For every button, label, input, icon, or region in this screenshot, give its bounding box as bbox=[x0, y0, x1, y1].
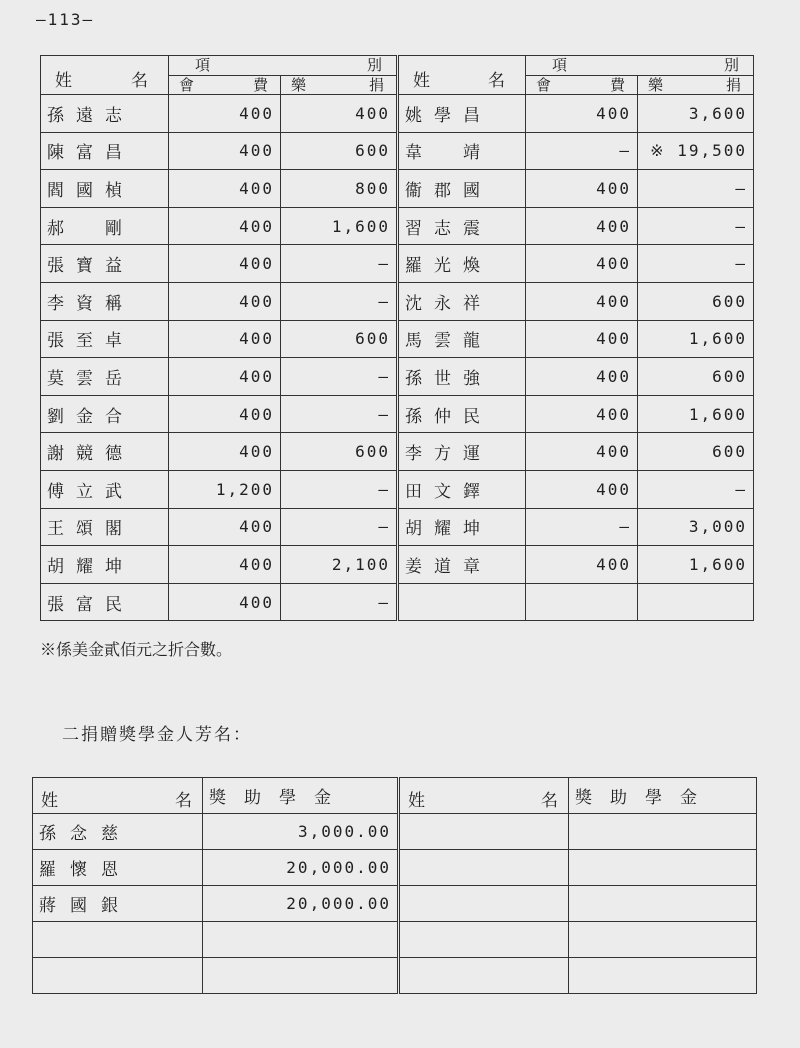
donor-name bbox=[399, 922, 569, 958]
donation: 1,600 bbox=[638, 395, 754, 433]
donation: 400 bbox=[281, 95, 398, 133]
membership-fee: 400 bbox=[526, 546, 638, 584]
table-row bbox=[41, 546, 754, 584]
donation: 2,100 bbox=[281, 546, 398, 584]
membership-fee: 400 bbox=[169, 358, 281, 396]
member-name bbox=[398, 583, 526, 621]
member-name: 王頌閣 bbox=[41, 508, 169, 546]
membership-fee: 400 bbox=[169, 170, 281, 208]
table-row bbox=[41, 470, 754, 508]
header-name: 姓 名 bbox=[41, 56, 169, 95]
scholarship-amount bbox=[569, 958, 757, 994]
membership-fee: 400 bbox=[169, 95, 281, 133]
table-row bbox=[33, 958, 757, 994]
member-name: 郝 剛 bbox=[41, 207, 169, 245]
scholarship-amount bbox=[569, 814, 757, 850]
member-name: 閻國楨 bbox=[41, 170, 169, 208]
table-row bbox=[33, 886, 757, 922]
member-name: 羅光煥 bbox=[398, 245, 526, 283]
donor-name bbox=[33, 922, 203, 958]
donation: 600 bbox=[638, 358, 754, 396]
table-row bbox=[33, 922, 757, 958]
donor-name bbox=[33, 958, 203, 994]
membership-fee: 400 bbox=[169, 395, 281, 433]
table-row bbox=[41, 95, 754, 133]
header-name: 姓 名 bbox=[399, 778, 569, 814]
membership-fee: 400 bbox=[169, 207, 281, 245]
member-name: 張富民 bbox=[41, 583, 169, 621]
member-name: 沈永祥 bbox=[398, 282, 526, 320]
member-name: 李資稱 bbox=[41, 282, 169, 320]
member-name: 馬雲龍 bbox=[398, 320, 526, 358]
table-row bbox=[41, 170, 754, 208]
scholarship-donor-table bbox=[32, 777, 757, 994]
table-row bbox=[33, 850, 757, 886]
membership-fee: 400 bbox=[526, 170, 638, 208]
donor-name bbox=[399, 850, 569, 886]
membership-fee bbox=[526, 583, 638, 621]
member-name: 韋 靖 bbox=[398, 132, 526, 170]
membership-fee: 400 bbox=[169, 433, 281, 471]
header-donation: 樂 捐 bbox=[638, 75, 754, 95]
donation: 600 bbox=[281, 433, 398, 471]
scholarship-amount: 20,000.00 bbox=[203, 886, 399, 922]
member-name: 孫遠志 bbox=[41, 95, 169, 133]
member-name: 胡耀坤 bbox=[41, 546, 169, 584]
member-name: 劉金合 bbox=[41, 395, 169, 433]
table-row bbox=[41, 245, 754, 283]
header-fee: 會 費 bbox=[169, 75, 281, 95]
table-row bbox=[41, 358, 754, 396]
member-name: 張至卓 bbox=[41, 320, 169, 358]
donation: — bbox=[281, 282, 398, 320]
donation: 600 bbox=[281, 132, 398, 170]
member-name: 姜道章 bbox=[398, 546, 526, 584]
donation: 1,600 bbox=[281, 207, 398, 245]
membership-fee: — bbox=[526, 132, 638, 170]
donation: ※ 19,500 bbox=[638, 132, 754, 170]
donor-name bbox=[399, 814, 569, 850]
footnote: ※係美金貳佰元之折合數。 bbox=[40, 640, 233, 659]
header-name: 姓 名 bbox=[33, 778, 203, 814]
member-name: 張寶益 bbox=[41, 245, 169, 283]
member-name: 田文鐸 bbox=[398, 470, 526, 508]
membership-fee: 400 bbox=[169, 583, 281, 621]
membership-fee: — bbox=[526, 508, 638, 546]
membership-fee: 400 bbox=[526, 433, 638, 471]
donation: 1,600 bbox=[638, 546, 754, 584]
donation: — bbox=[281, 358, 398, 396]
table-row bbox=[41, 207, 754, 245]
member-name: 陳富昌 bbox=[41, 132, 169, 170]
donation: — bbox=[281, 508, 398, 546]
header-name: 姓 名 bbox=[398, 56, 526, 95]
donation bbox=[638, 583, 754, 621]
member-name: 衞郡國 bbox=[398, 170, 526, 208]
donation: 600 bbox=[638, 282, 754, 320]
member-name: 李方運 bbox=[398, 433, 526, 471]
membership-fee: 400 bbox=[169, 508, 281, 546]
donation: 600 bbox=[638, 433, 754, 471]
donor-name bbox=[399, 958, 569, 994]
membership-fee: 1,200 bbox=[169, 470, 281, 508]
membership-fee: 400 bbox=[169, 320, 281, 358]
header-item: 項 別 bbox=[169, 56, 398, 76]
membership-fee: 400 bbox=[526, 245, 638, 283]
table-row bbox=[41, 508, 754, 546]
scholarship-amount bbox=[569, 850, 757, 886]
section-heading: 二捐贈獎學金人芳名： bbox=[62, 725, 252, 745]
scholarship-amount: 20,000.00 bbox=[203, 850, 399, 886]
member-name: 謝競德 bbox=[41, 433, 169, 471]
donation: — bbox=[638, 245, 754, 283]
membership-fee-table bbox=[40, 55, 754, 621]
member-name: 孫仲民 bbox=[398, 395, 526, 433]
scholarship-amount: 3,000.00 bbox=[203, 814, 399, 850]
donation: 800 bbox=[281, 170, 398, 208]
header-scholarship: 獎助學金 bbox=[569, 778, 757, 814]
table-row bbox=[41, 395, 754, 433]
membership-fee: 400 bbox=[169, 546, 281, 584]
member-name: 姚學昌 bbox=[398, 95, 526, 133]
table-row bbox=[41, 320, 754, 358]
table-row bbox=[41, 282, 754, 320]
donor-name: 羅懷恩 bbox=[33, 850, 203, 886]
membership-fee: 400 bbox=[169, 282, 281, 320]
table-row bbox=[41, 132, 754, 170]
header-fee: 會 費 bbox=[526, 75, 638, 95]
membership-fee: 400 bbox=[526, 320, 638, 358]
table-row bbox=[41, 433, 754, 471]
scholarship-amount bbox=[203, 922, 399, 958]
table-row bbox=[41, 583, 754, 621]
header-donation: 樂 捐 bbox=[281, 75, 398, 95]
donation: — bbox=[281, 395, 398, 433]
donation: 3,000 bbox=[638, 508, 754, 546]
donation: 600 bbox=[281, 320, 398, 358]
scholarship-amount bbox=[569, 886, 757, 922]
member-name: 習志震 bbox=[398, 207, 526, 245]
donor-name: 孫念慈 bbox=[33, 814, 203, 850]
member-name: 傅立武 bbox=[41, 470, 169, 508]
membership-fee: 400 bbox=[526, 95, 638, 133]
donation: — bbox=[281, 245, 398, 283]
donation: 3,600 bbox=[638, 95, 754, 133]
membership-fee: 400 bbox=[526, 207, 638, 245]
membership-fee: 400 bbox=[526, 282, 638, 320]
scholarship-amount bbox=[203, 958, 399, 994]
table-row bbox=[33, 814, 757, 850]
donation: — bbox=[638, 470, 754, 508]
donation: — bbox=[638, 170, 754, 208]
member-name: 莫雲岳 bbox=[41, 358, 169, 396]
header-item: 項 別 bbox=[526, 56, 754, 76]
header-scholarship: 獎助學金 bbox=[203, 778, 399, 814]
membership-fee: 400 bbox=[526, 395, 638, 433]
membership-fee: 400 bbox=[526, 358, 638, 396]
donor-name bbox=[399, 886, 569, 922]
page-number: —113— bbox=[36, 10, 95, 29]
membership-fee: 400 bbox=[526, 470, 638, 508]
donation: — bbox=[281, 583, 398, 621]
donation: — bbox=[638, 207, 754, 245]
donation: 1,600 bbox=[638, 320, 754, 358]
member-name: 孫世強 bbox=[398, 358, 526, 396]
donor-name: 蔣國銀 bbox=[33, 886, 203, 922]
scholarship-amount bbox=[569, 922, 757, 958]
membership-fee: 400 bbox=[169, 245, 281, 283]
donation: — bbox=[281, 470, 398, 508]
membership-fee: 400 bbox=[169, 132, 281, 170]
member-name: 胡耀坤 bbox=[398, 508, 526, 546]
